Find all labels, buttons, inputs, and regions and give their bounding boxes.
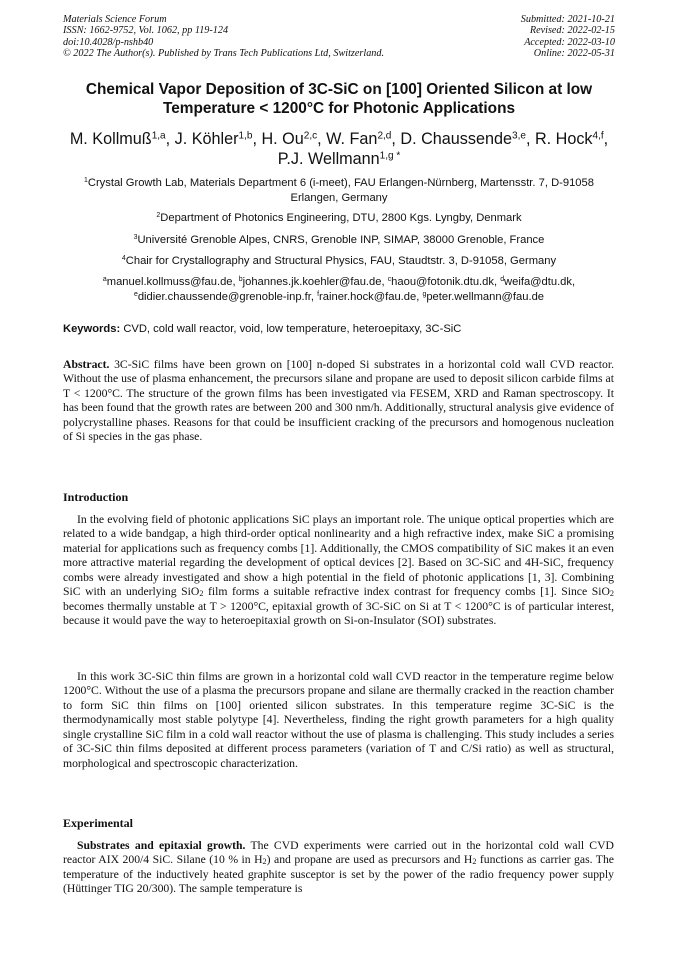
author: W. Fan$^{2,d}$, bbox=[326, 130, 401, 148]
abstract-label: Abstract. bbox=[63, 358, 110, 371]
intro-paragraph-1: In the evolving field of photonic applications SiC plays an important role. The unique optical properties which are related to a wide bandgap, a high third-order optical nonlinearity and a high refractive index, make SiC a promising material for applications such as frequency combs [1]. Additionally, the CMOS compatibility of SiC makes it an even more attractive material regarding the development of optical devices [2]. Based on 3C-SiC and 4H-SiC, frequency combs were already investigated and show a high potential in the field of photonic applications [1, 3]. Combining SiC with an underlying SiO$_2$ film forms a suitable refractive index contrast for frequency combs [1]. Since SiO$_2$ becomes thermally unstable at T > 1200°C, epitaxial growth of 3C-SiC on Si at T < 1200°C is of particular interest, because it would pave the way to heteroepitaxial growth on Si-on-Insulator (SOI) substrates. bbox=[63, 513, 614, 628]
section-heading-introduction: Introduction bbox=[63, 490, 129, 504]
affiliation-3: $^3$Université Grenoble Alpes, CNRS, Grenoble INP, SIMAP, 38000 Grenoble, France bbox=[133, 234, 545, 246]
paper-title: Chemical Vapor Deposition of 3C-SiC on [100] Oriented Silicon at low Temperature < 1200°C for Photonic Applications bbox=[85, 81, 593, 117]
email-link[interactable]: $^d$weifa@dtu.dk bbox=[500, 276, 572, 288]
author: R. Hock$^{4,f}$, bbox=[534, 130, 609, 148]
email-link[interactable]: $^c$haou@fotonik.dtu.dk bbox=[387, 276, 494, 288]
section-heading-experimental: Experimental bbox=[63, 816, 133, 830]
journal-name: Materials Science Forum bbox=[63, 14, 167, 25]
author: P.J. Wellmann$^{1,g *}$ bbox=[277, 150, 401, 168]
accepted-date: Accepted: 2022-03-10 bbox=[524, 36, 615, 48]
revised-date: Revised: 2022-02-15 bbox=[529, 25, 615, 37]
email-link[interactable]: $^f$rainer.hock@fau.de bbox=[317, 290, 417, 303]
abstract-text: 3C-SiC films have been grown on [100] n-doped Si substrates in a horizontal cold wall CVD reactor. Without the use of plasma enhancement, the precursors silane and propane are used to deposit silicon carbide films at T < 1200°C. The structure of the grown films has been investigated via FESEM, XRD and Raman spectroscopy. It has been found that the growth rates are between 200 and 300 nm/h. Additionally, structural analysis give evidence of polycrystalline phases. Reasons for that could be insufficient cracking of the precursors and homogenous nucleation of Si species in the gas phase. bbox=[63, 358, 615, 444]
experimental-paragraph-1: Substrates and epitaxial growth. The CVD experiments were carried out in the horizontal cold wall CVD reactor AIX 200/4 SiC. Silane (10 % in $H_2$) and propane are used as precursors and $H_2$ functions as carrier gas. The temperature of the inductively heated graphite susceptor is set by the power of the radio frequency power supply (Hüttinger TIG 20/300). The sample temperature is bbox=[63, 839, 614, 896]
subsection-label: Substrates and epitaxial growth. bbox=[77, 839, 246, 852]
email-link[interactable]: $^g$peter.wellmann@fau.de bbox=[422, 290, 545, 303]
keywords bbox=[63, 322, 615, 336]
author: J. Köhler$^{1,b}$, bbox=[174, 130, 262, 148]
submitted-date: Submitted: 2021-10-21 bbox=[520, 14, 615, 25]
email-link[interactable]: $^e$didier.chaussende@grenoble-inp.fr bbox=[133, 290, 311, 303]
affiliation-2: $^2$Department of Photonics Engineering, DTU, 2800 Kgs. Lyngby, Denmark bbox=[156, 212, 522, 224]
abstract bbox=[63, 358, 614, 445]
affiliation-4: $^4$Chair for Crystallography and Structural Physics, FAU, Staudtstr. 3, D-91058, Germany bbox=[121, 255, 557, 267]
journal-doi: doi:10.4028/p-nshb40 bbox=[63, 36, 154, 48]
email-link[interactable]: $^a$manuel.kollmuss@fau.de bbox=[102, 276, 233, 288]
journal-issn: ISSN: 1662-9752, Vol. 1062, pp 119-124 bbox=[63, 25, 229, 37]
affiliation-1: $^1$Crystal Growth Lab, Materials Department 6 (i-meet), FAU Erlangen-Nürnberg, Martensstr. 7, D-91058 Erlangen, Germany bbox=[84, 177, 594, 204]
author: D. Chaussende$^{3,e}$, bbox=[400, 130, 535, 148]
keywords-text: CVD, cold wall reactor, void, low temperature, heteroepitaxy, 3C-SiC bbox=[123, 323, 462, 335]
author-list bbox=[63, 129, 615, 169]
journal-info bbox=[63, 14, 384, 59]
email-link[interactable]: $^b$johannes.jk.koehler@fau.de bbox=[238, 276, 382, 288]
intro-paragraph-2: In this work 3C-SiC thin films are grown in a horizontal cold wall CVD reactor in the temperature regime below 1200°C. Without the use of a plasma the precursors propane and silane are thermally cracked in the reaction chamber to form SiC thin films on [100] oriented silicon substrates. In this temperature regime 3C-SiC is the thermodynamically most stable polytype [4]. Nevertheless, finding the right growth parameters for a high quality single crystalline SiC film in a cold wall reactor without the use of plasma is challenging. This study includes a series of 3C-SiC thin films deposited at different process parameters (variation of T and C/Si ratio) as well as structural, morphological and spectroscopic characterization. bbox=[63, 670, 614, 770]
copyright-line: © 2022 The Author(s). Published by Trans Tech Publications Ltd, Switzerland. bbox=[63, 47, 385, 59]
author: H. Ou$^{2,c}$, bbox=[261, 130, 327, 148]
online-date: Online: 2022-05-31 bbox=[533, 47, 615, 59]
email-list: $^a$manuel.kollmuss@fau.de, $^b$johannes.jk.koehler@fau.de, $^c$haou@fotonik.dtu.dk, $^d$weifa@dtu.dk, $^e$didier.chaussende@grenoble-inp.fr, $^f$rainer.hock@fau.de, $^g$peter.wellmann@fau.de bbox=[102, 276, 576, 303]
keywords-label: Keywords: bbox=[63, 323, 121, 335]
author: M. Kollmuß$^{1,a}$, bbox=[69, 130, 175, 148]
submission-dates bbox=[521, 14, 615, 59]
